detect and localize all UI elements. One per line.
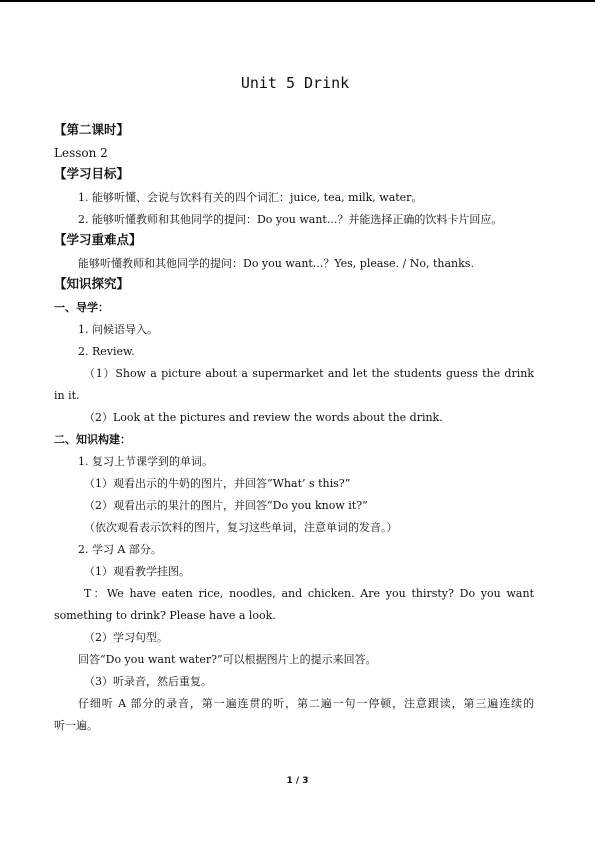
guide-line: （1）Show a picture about a supermarket and let the students guess the drink	[84, 367, 534, 380]
top-border	[0, 0, 595, 2]
guide-line: 2. Review.	[78, 345, 135, 358]
guide-line: in it.	[54, 389, 80, 402]
construct-line: （依次观看表示饮料的图片，复习这些单词，注意单词的发音。）	[84, 521, 398, 534]
construct-line: （1）观看教学挂图。	[84, 565, 190, 578]
key-points-heading: 【学习重难点】	[54, 232, 142, 247]
construct-line: 回答“Do you want water?”可以根据图片上的提示来回答。	[78, 653, 377, 666]
construct-line: 仔细听 A 部分的录音，第一遍连贯的听，第二遍一句一停顿，注意跟读，第三遍连续的	[78, 697, 534, 710]
lesson-label: Lesson 2	[54, 146, 108, 160]
construct-line: 2. 学习 A 部分。	[78, 543, 162, 556]
construct-line: T：We have eaten rice, noodles, and chicken. Are you thirsty? Do you want	[84, 587, 534, 600]
construct-line: （3）听录音，然后重复。	[84, 675, 212, 688]
document-title: Unit 5 Drink	[240, 74, 350, 92]
construct-line: something to drink? Please have a look.	[54, 609, 276, 622]
construct-line: （2）学习句型。	[84, 631, 168, 644]
construct-heading: 二、知识构建：	[54, 433, 131, 446]
guide-line: 1. 问候语导入。	[78, 323, 158, 336]
construct-line: （2）观看出示的果汁的图片，并回答“Do you know it?”	[84, 499, 368, 512]
guide-heading: 一、导学：	[54, 301, 109, 314]
goals-heading: 【学习目标】	[54, 166, 130, 181]
construct-line: 听一遍。	[54, 719, 98, 732]
goal-item: 1. 能够听懂、会说与饮料有关的四个词汇：juice, tea, milk, water。	[78, 191, 423, 204]
construct-line: 1. 复习上节课学到的单词。	[78, 455, 213, 468]
goal-item: 2. 能够听懂教师和其他同学的提问：Do you want...？并能选择正确的饮料卡片回应。	[78, 213, 503, 226]
guide-line: （2）Look at the pictures and review the words about the drink.	[84, 411, 443, 424]
key-points-text: 能够听懂教师和其他同学的提问：Do you want...？Yes, please. / No, thanks.	[78, 257, 474, 270]
lesson-period-heading: 【第二课时】	[54, 122, 130, 137]
construct-line: （1）观看出示的牛奶的图片，并回答“What’ s this?”	[84, 477, 351, 490]
explore-heading: 【知识探究】	[54, 276, 130, 291]
page-number: 1 / 3	[286, 776, 309, 786]
